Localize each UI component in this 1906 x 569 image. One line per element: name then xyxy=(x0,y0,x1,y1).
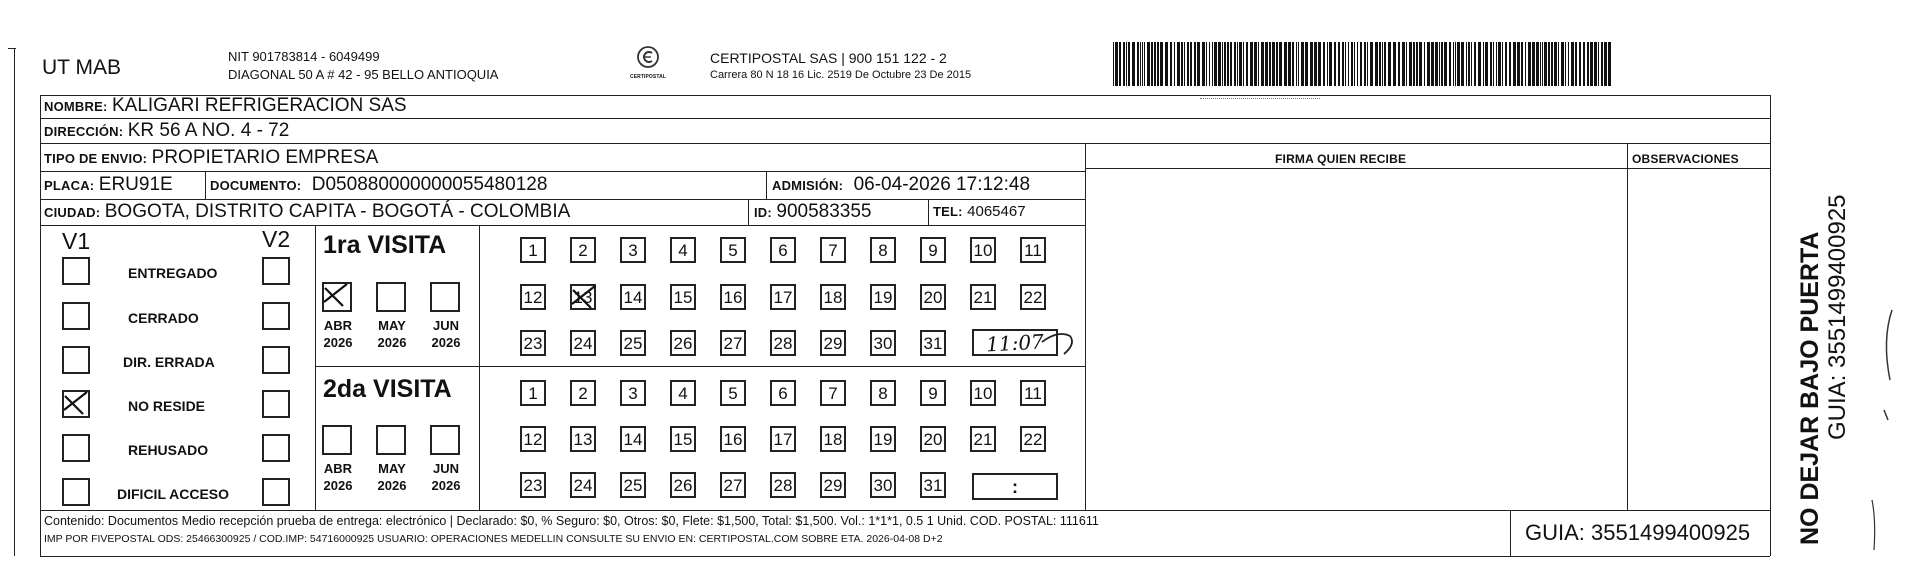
day-checkbox[interactable]: 28 xyxy=(770,472,796,498)
day-checkbox[interactable]: 19 xyxy=(870,284,896,310)
first-visit-title: 1ra VISITA xyxy=(323,231,447,259)
day-checkbox[interactable]: 23 xyxy=(520,330,546,356)
day-checkbox[interactable]: 4 xyxy=(670,237,696,263)
tel-value: 4065467 xyxy=(967,203,1026,220)
day-checkbox[interactable]: 20 xyxy=(920,284,946,310)
day-checkbox[interactable]: 1 xyxy=(520,237,546,263)
second-visit-title: 2da VISITA xyxy=(323,375,452,403)
day-checkbox[interactable]: 9 xyxy=(920,237,946,263)
v1-checkbox[interactable] xyxy=(62,346,90,374)
status-label: ENTREGADO xyxy=(128,265,218,281)
month-label: JUN xyxy=(432,461,459,476)
year-label: 2026 xyxy=(431,335,461,350)
shipping-type-label: TIPO DE ENVIO: xyxy=(44,151,148,166)
month-checkbox[interactable] xyxy=(430,282,460,312)
day-checkbox[interactable]: 7 xyxy=(820,380,846,406)
day-checkbox[interactable]: 17 xyxy=(770,284,796,310)
day-checkbox[interactable]: 4 xyxy=(670,380,696,406)
day-checkbox[interactable]: 14 xyxy=(620,426,646,452)
second-visit-time: : xyxy=(1012,477,1018,497)
contents-line: Contenido: Documentos Medio recepción prueba de entrega: electrónico | Declarado: $0, % Seguro: $0, Otros: $0, Flete: $1,500, Total: $1,500. Vol.: 1*1*1, 0.5 1 Unid. COD. POSTAL: 111611 xyxy=(44,514,1099,528)
admission-label: ADMISIÓN: xyxy=(772,178,844,193)
id-value: 900583355 xyxy=(776,201,872,222)
print-noise xyxy=(1200,98,1320,109)
signature-label: FIRMA QUIEN RECIBE xyxy=(1275,152,1407,166)
month-checkbox[interactable] xyxy=(376,425,406,455)
tel-field xyxy=(933,203,1026,221)
day-checkbox[interactable]: 24 xyxy=(570,330,596,356)
day-checkbox[interactable]: 29 xyxy=(820,330,846,356)
day-checkbox[interactable]: 28 xyxy=(770,330,796,356)
company-address: DIAGONAL 50 A # 42 - 95 BELLO ANTIOQUIA xyxy=(228,67,499,82)
document-label: DOCUMENTO: xyxy=(210,178,302,193)
v2-checkbox[interactable] xyxy=(262,346,290,374)
city-label: CIUDAD: xyxy=(44,205,101,220)
day-checkbox[interactable]: 13 xyxy=(570,426,596,452)
left-edge-tick xyxy=(8,48,16,49)
month-checkbox[interactable] xyxy=(430,425,460,455)
document-field xyxy=(210,174,547,196)
day-checkbox[interactable]: 30 xyxy=(870,472,896,498)
day-checkbox[interactable]: 20 xyxy=(920,426,946,452)
year-label: 2026 xyxy=(323,335,353,350)
logo-caption: CERTIPOSTAL xyxy=(629,74,666,80)
plate-field xyxy=(44,174,173,196)
day-checkbox[interactable]: 10 xyxy=(970,380,996,406)
status-label: NO RESIDE xyxy=(128,398,206,414)
v2-header: V2 xyxy=(262,226,291,252)
edge-marks xyxy=(1862,300,1902,560)
day-checkbox[interactable]: 8 xyxy=(870,380,896,406)
day-checkbox[interactable]: 27 xyxy=(720,330,746,356)
day-checkbox[interactable]: 11 xyxy=(1020,380,1046,406)
status-label: CERRADO xyxy=(128,310,199,326)
status-label: DIFICIL ACCESO xyxy=(117,486,230,502)
id-label: ID: xyxy=(754,205,772,220)
day-checkbox[interactable]: 24 xyxy=(570,472,596,498)
v2-checkbox[interactable] xyxy=(262,257,290,285)
month-label: ABR xyxy=(323,318,353,333)
year-label: 2026 xyxy=(377,335,407,350)
v1-checkbox[interactable] xyxy=(62,257,90,285)
day-checkbox[interactable]: 11 xyxy=(1020,237,1046,263)
city-field xyxy=(44,201,570,223)
day-checkbox[interactable]: 8 xyxy=(870,237,896,263)
admission-value: 06-04-2026 17:12:48 xyxy=(853,174,1031,195)
carrier-name: CERTIPOSTAL SAS | 900 151 122 - 2 xyxy=(710,50,947,66)
v2-checkbox[interactable] xyxy=(262,302,290,330)
day-checkbox[interactable]: 2 xyxy=(570,380,596,406)
day-checkbox[interactable]: 19 xyxy=(870,426,896,452)
day-checkbox[interactable]: 15 xyxy=(670,284,696,310)
city-value: BOGOTA, DISTRITO CAPITA - BOGOTÁ - COLOMBIA xyxy=(104,201,571,222)
day-checkbox[interactable]: 14 xyxy=(620,284,646,310)
day-checkbox[interactable]: 12 xyxy=(520,426,546,452)
address-value: KR 56 A NO. 4 - 72 xyxy=(127,120,290,141)
day-checkbox[interactable]: 26 xyxy=(670,472,696,498)
plate-label: PLACA: xyxy=(44,178,95,193)
month-label: MAY xyxy=(378,318,406,333)
month-checkbox[interactable] xyxy=(322,425,352,455)
logo-icon xyxy=(635,45,661,69)
v1-checkbox[interactable] xyxy=(62,302,90,330)
name-label: NOMBRE: xyxy=(44,99,108,114)
day-checkbox[interactable]: 3 xyxy=(620,380,646,406)
day-checkbox[interactable]: 22 xyxy=(1020,284,1046,310)
month-label: MAY xyxy=(378,461,406,476)
v1-checkbox[interactable] xyxy=(62,478,90,506)
day-checkbox[interactable]: 22 xyxy=(1020,426,1046,452)
side-guide-number: GUIA: 3551499400925 xyxy=(1824,194,1851,440)
observations-label: OBSERVACIONES xyxy=(1632,152,1739,166)
id-field xyxy=(754,201,872,223)
side-warning: NO DEJAR BAJO PUERTA xyxy=(1796,231,1824,545)
day-checkbox[interactable]: 31 xyxy=(920,472,946,498)
day-checkbox[interactable]: 16 xyxy=(720,426,746,452)
address-field xyxy=(44,120,289,142)
v1-header: V1 xyxy=(62,228,91,254)
day-checkbox[interactable]: 7 xyxy=(820,237,846,263)
footer-guide-number: GUIA: 3551499400925 xyxy=(1525,520,1751,545)
day-checkbox[interactable]: 25 xyxy=(620,330,646,356)
left-edge-mark xyxy=(14,48,15,556)
address-label: DIRECCIÓN: xyxy=(44,124,124,139)
document-value: D050880000000055480128 xyxy=(311,174,548,195)
admission-field xyxy=(772,174,1030,196)
day-checkbox[interactable]: 29 xyxy=(820,472,846,498)
tel-label: TEL: xyxy=(933,204,963,219)
month-label: JUN xyxy=(432,318,459,333)
company-name: UT MAB xyxy=(42,56,121,79)
v2-checkbox[interactable] xyxy=(262,478,290,506)
shipping-type-field xyxy=(44,147,378,169)
status-label: DIR. ERRADA xyxy=(123,354,215,370)
day-checkbox[interactable]: 13 xyxy=(570,284,596,310)
certipostal-logo xyxy=(622,45,674,83)
day-checkbox[interactable]: 18 xyxy=(820,426,846,452)
day-checkbox[interactable]: 1 xyxy=(520,380,546,406)
name-value: KALIGARI REFRIGERACION SAS xyxy=(111,95,407,116)
day-checkbox[interactable]: 9 xyxy=(920,380,946,406)
v2-checkbox[interactable] xyxy=(262,434,290,462)
shipping-type-value: PROPIETARIO EMPRESA xyxy=(151,147,379,168)
day-checkbox[interactable]: 18 xyxy=(820,284,846,310)
month-checkbox[interactable] xyxy=(322,282,352,312)
carrier-license: Carrera 80 N 18 16 Lic. 2519 De Octubre 23 De 2015 xyxy=(710,69,972,81)
day-checkbox[interactable]: 17 xyxy=(770,426,796,452)
day-checkbox[interactable]: 2 xyxy=(570,237,596,263)
name-field xyxy=(44,95,407,117)
v1-checkbox[interactable] xyxy=(62,390,90,418)
day-checkbox[interactable]: 6 xyxy=(770,380,796,406)
day-checkbox[interactable]: 5 xyxy=(720,380,746,406)
day-checkbox[interactable]: 21 xyxy=(970,284,996,310)
status-label: REHUSADO xyxy=(128,442,209,458)
day-checkbox[interactable]: 15 xyxy=(670,426,696,452)
first-visit-time: 11:07 xyxy=(985,329,1045,357)
day-checkbox[interactable]: 21 xyxy=(970,426,996,452)
day-checkbox[interactable]: 5 xyxy=(720,237,746,263)
day-checkbox[interactable]: 27 xyxy=(720,472,746,498)
v2-checkbox[interactable] xyxy=(262,390,290,418)
time-scribble xyxy=(1040,326,1080,360)
year-label: 2026 xyxy=(431,478,461,493)
company-nit: NIT 901783814 - 6049499 xyxy=(228,49,380,64)
day-checkbox[interactable]: 10 xyxy=(970,237,996,263)
day-checkbox[interactable]: 6 xyxy=(770,237,796,263)
plate-value: ERU91E xyxy=(98,174,173,195)
day-checkbox[interactable]: 3 xyxy=(620,237,646,263)
second-visit-time-box[interactable] xyxy=(972,473,1058,500)
year-label: 2026 xyxy=(323,478,353,493)
v1-checkbox[interactable] xyxy=(62,434,90,462)
day-checkbox[interactable]: 31 xyxy=(920,330,946,356)
day-checkbox[interactable]: 16 xyxy=(720,284,746,310)
imp-line: IMP POR FIVEPOSTAL ODS: 25466300925 / COD.IMP: 54716000925 USUARIO: OPERACIONES MEDELLIN CONSULTE SU ENVIO EN: CERTIPOSTAL.COM SOBRE ETA. 2026-04-08 D+2 xyxy=(44,533,943,545)
day-checkbox[interactable]: 30 xyxy=(870,330,896,356)
day-checkbox[interactable]: 26 xyxy=(670,330,696,356)
day-checkbox[interactable]: 12 xyxy=(520,284,546,310)
day-checkbox[interactable]: 23 xyxy=(520,472,546,498)
year-label: 2026 xyxy=(377,478,407,493)
month-label: ABR xyxy=(323,461,353,476)
barcode xyxy=(1113,42,1613,86)
day-checkbox[interactable]: 25 xyxy=(620,472,646,498)
month-checkbox[interactable] xyxy=(376,282,406,312)
